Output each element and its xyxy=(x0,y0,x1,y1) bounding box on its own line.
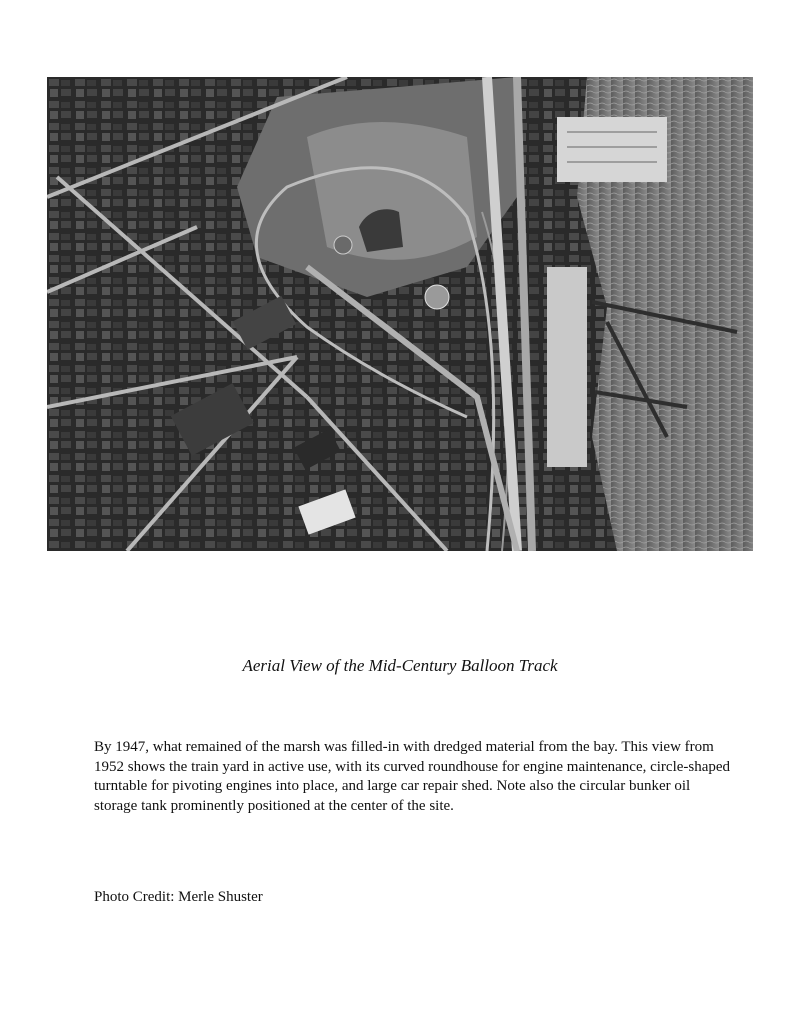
aerial-photograph xyxy=(47,77,753,551)
photo-caption: Aerial View of the Mid-Century Balloon Track xyxy=(242,656,558,675)
photo-credit: Photo Credit: Merle Shuster xyxy=(94,889,263,905)
body-paragraph: By 1947, what remained of the marsh was filled-in with dredged material from the bay. This view from 1952 shows the train yard in active use, with its curved roundhouse for engine maintenance, circle-shaped turntable for pivoting engines into place, and large car repair shed. Note also the circular bunker oil storage tank prominently positioned at the center of the site. xyxy=(94,739,731,814)
